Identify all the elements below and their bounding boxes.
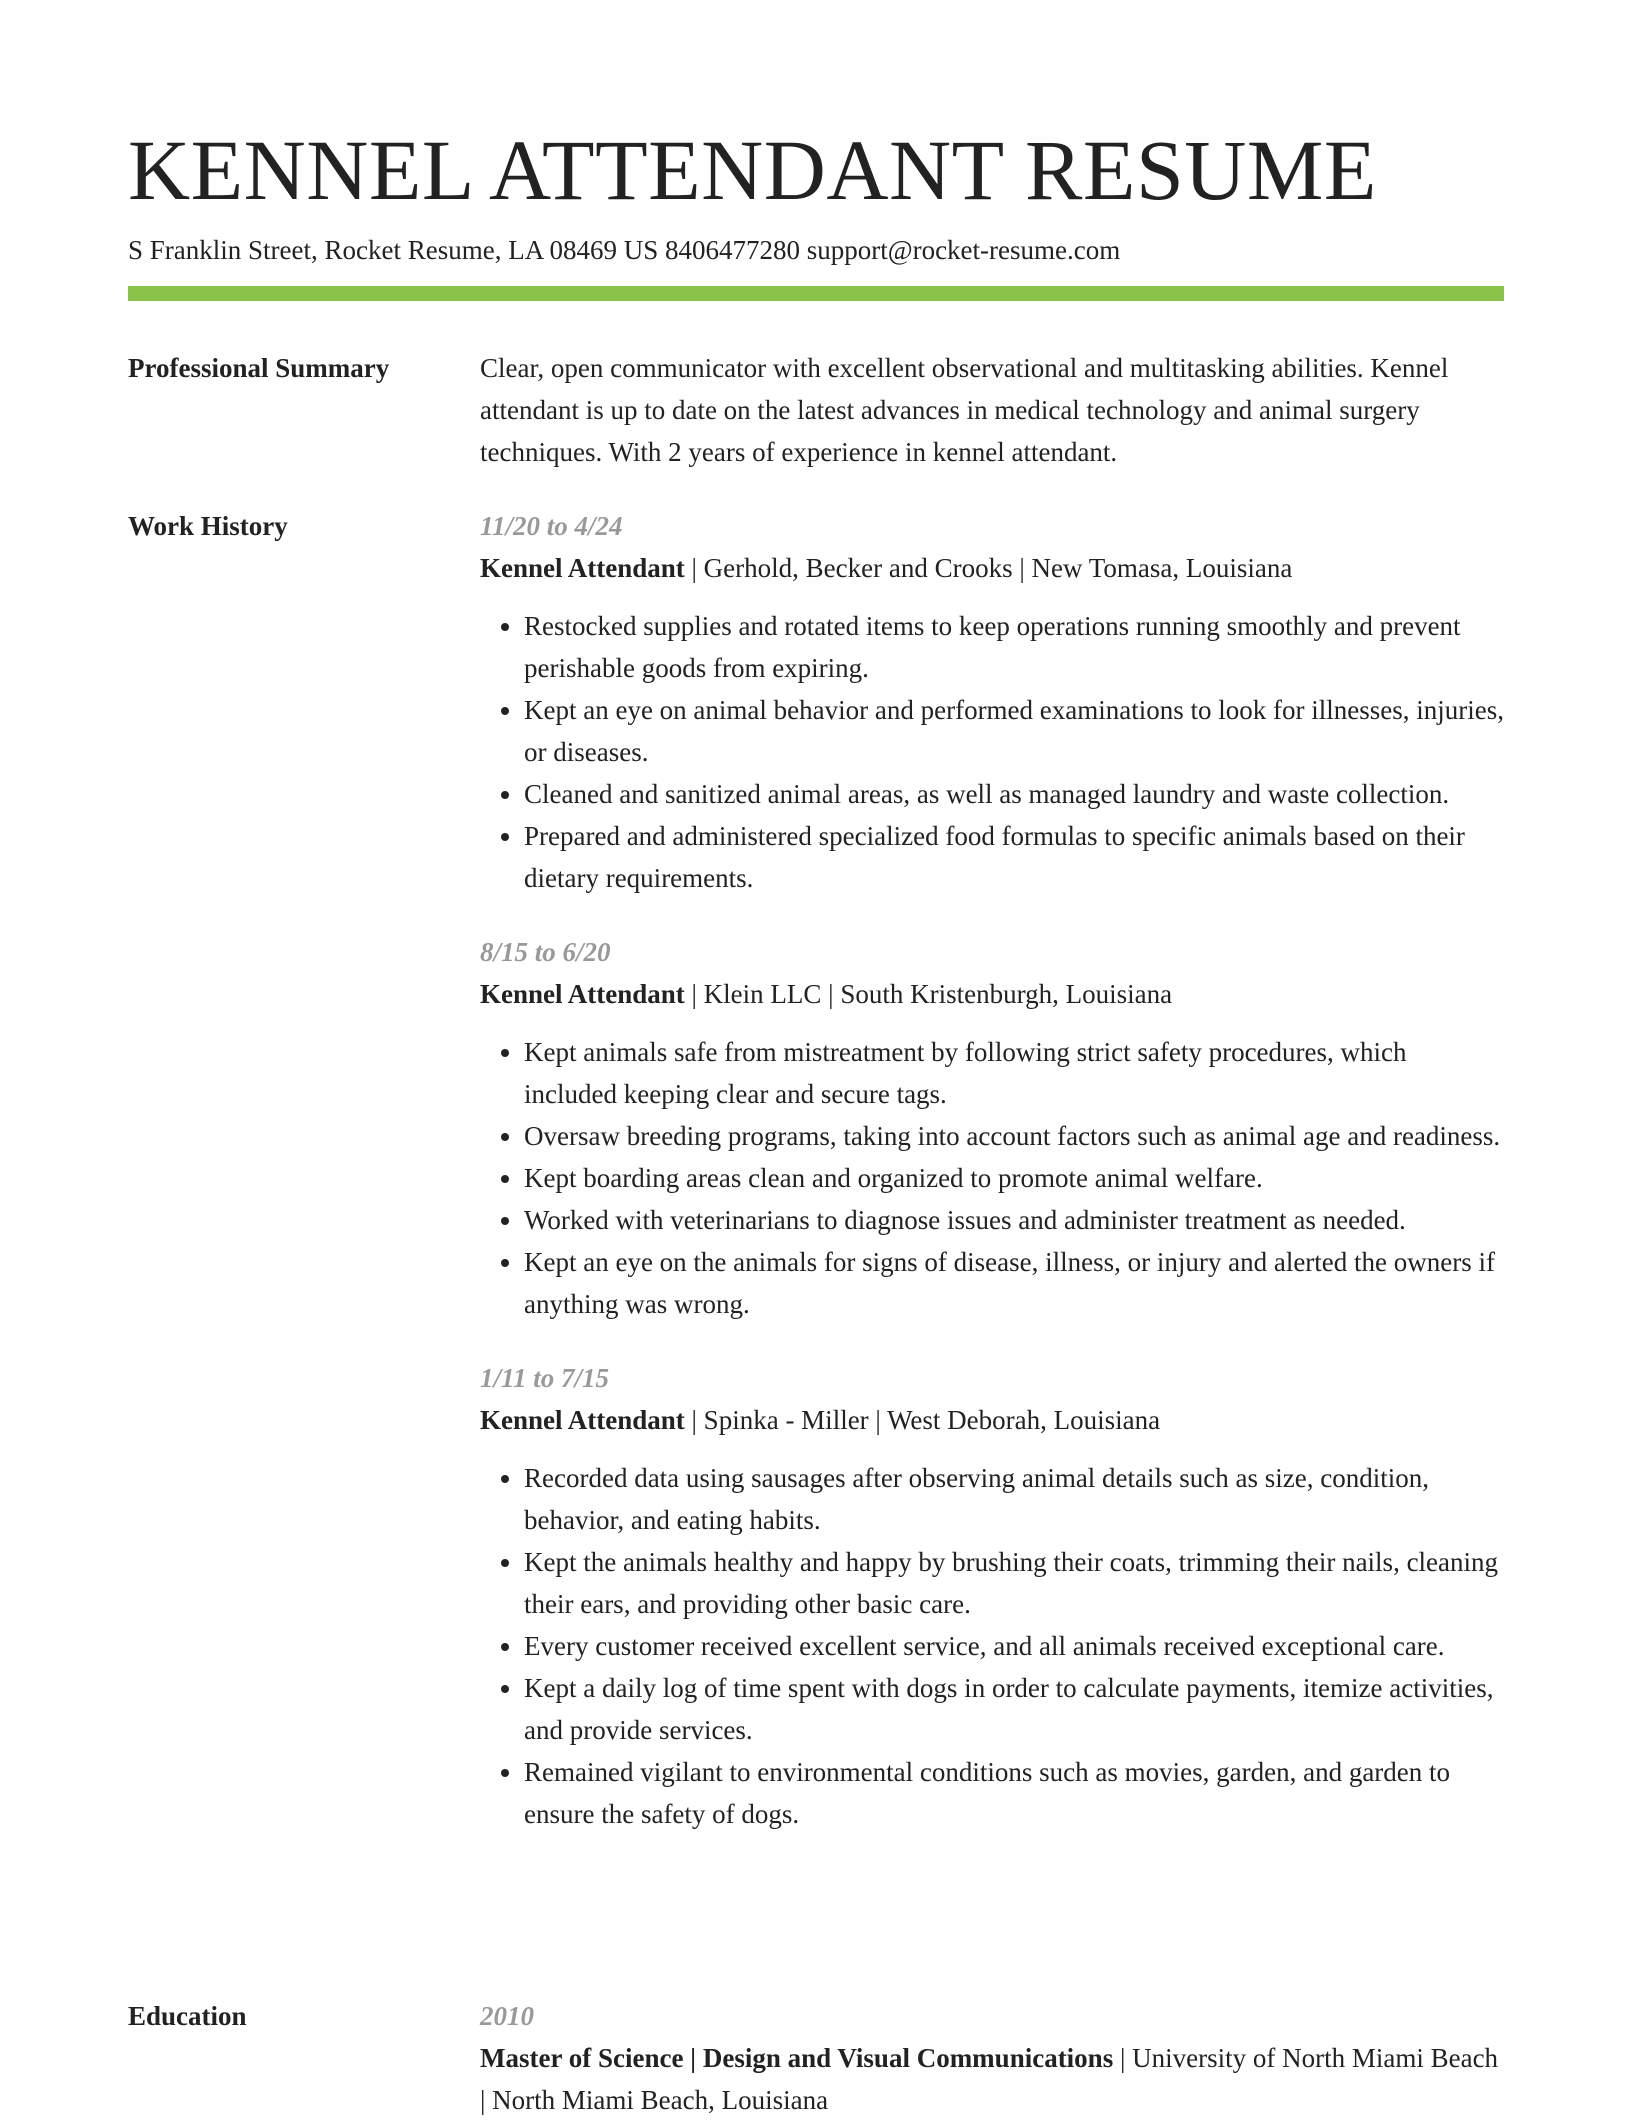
job-entry: [480, 931, 1504, 1325]
contact-line: S Franklin Street, Rocket Resume, LA 08469 US 8406477280 support@rocket-resume.com: [128, 235, 1121, 265]
duty-item: • Kept an eye on the animals for signs of disease, illness, or injury and alerted the owners if anything was wrong.: [524, 1241, 1504, 1325]
education-body: [480, 1995, 1504, 2121]
job-title: Kennel Attendant: [480, 979, 685, 1009]
page-title: KENNEL ATTENDANT RESUME: [128, 122, 1377, 218]
summary-label: Professional Summary: [128, 353, 390, 383]
job-heading: [480, 1399, 1504, 1441]
job-heading: [480, 547, 1504, 589]
duty-item: • Remained vigilant to environmental conditions such as movies, garden, and garden to ensure the safety of dogs.: [524, 1751, 1504, 1835]
duty-item: • Restocked supplies and rotated items to keep operations running smoothly and prevent perishable goods from expiring.: [524, 605, 1504, 689]
job-entry: [480, 505, 1504, 899]
accent-divider: [128, 286, 1504, 301]
job-entry: [480, 1357, 1504, 1835]
duty-item: • Prepared and administered specialized food formulas to specific animals based on their dietary requirements.: [524, 815, 1504, 899]
job-dates: 1/11 to 7/15: [480, 1363, 610, 1393]
job-duties: [480, 605, 1504, 899]
duty-item: • Kept the animals healthy and happy by brushing their coats, trimming their nails, cleaning their ears, and providing other basic care.: [524, 1541, 1504, 1625]
resume-header: [128, 118, 1504, 270]
summary-text: Clear, open communicator with excellent observational and multitasking abilities. Kennel attendant is up to date on the latest advances in medical technology and animal surgery techniques. With 2 years of experience in kennel attendant.: [480, 353, 1449, 467]
work-history-label: Work History: [128, 511, 288, 541]
job-duties: [480, 1031, 1504, 1325]
duty-item: • Kept an eye on animal behavior and performed examinations to look for illnesses, injuries, or diseases.: [524, 689, 1504, 773]
job-title: Kennel Attendant: [480, 1405, 685, 1435]
education-heading: [480, 2037, 1504, 2121]
job-dates: 11/20 to 4/24: [480, 511, 623, 541]
degree-title: Master of Science | Design and Visual Communications: [480, 2043, 1114, 2073]
duty-item: • Oversaw breeding programs, taking into account factors such as animal age and readiness.: [524, 1115, 1504, 1157]
education-label: Education: [128, 2001, 247, 2031]
summary-body: [480, 347, 1504, 473]
job-dates: 8/15 to 6/20: [480, 937, 611, 967]
job-heading: [480, 973, 1504, 1015]
duty-item: • Cleaned and sanitized animal areas, as well as managed laundry and waste collection.: [524, 773, 1504, 815]
school-details: | University of North Miami Beach | North Miami Beach, Louisiana: [480, 2043, 1499, 2115]
job-title: Kennel Attendant: [480, 553, 685, 583]
education-year: 2010: [480, 2001, 534, 2031]
job-employer: | Spinka - Miller | West Deborah, Louisiana: [684, 1405, 1161, 1435]
duty-item: • Kept boarding areas clean and organized to promote animal welfare.: [524, 1157, 1504, 1199]
work-history-body: [480, 505, 1504, 1835]
duty-item: • Kept animals safe from mistreatment by following strict safety procedures, which included keeping clear and secure tags.: [524, 1031, 1504, 1115]
duty-item: • Every customer received excellent service, and all animals received exceptional care.: [524, 1625, 1504, 1667]
job-employer: | Klein LLC | South Kristenburgh, Louisiana: [684, 979, 1173, 1009]
job-duties: [480, 1457, 1504, 1835]
duty-item: • Worked with veterinarians to diagnose issues and administer treatment as needed.: [524, 1199, 1504, 1241]
duty-item: • Recorded data using sausages after observing animal details such as size, condition, behavior, and eating habits.: [524, 1457, 1504, 1541]
duty-item: • Kept a daily log of time spent with dogs in order to calculate payments, itemize activities, and provide services.: [524, 1667, 1504, 1751]
job-employer: | Gerhold, Becker and Crooks | New Tomasa, Louisiana: [684, 553, 1293, 583]
